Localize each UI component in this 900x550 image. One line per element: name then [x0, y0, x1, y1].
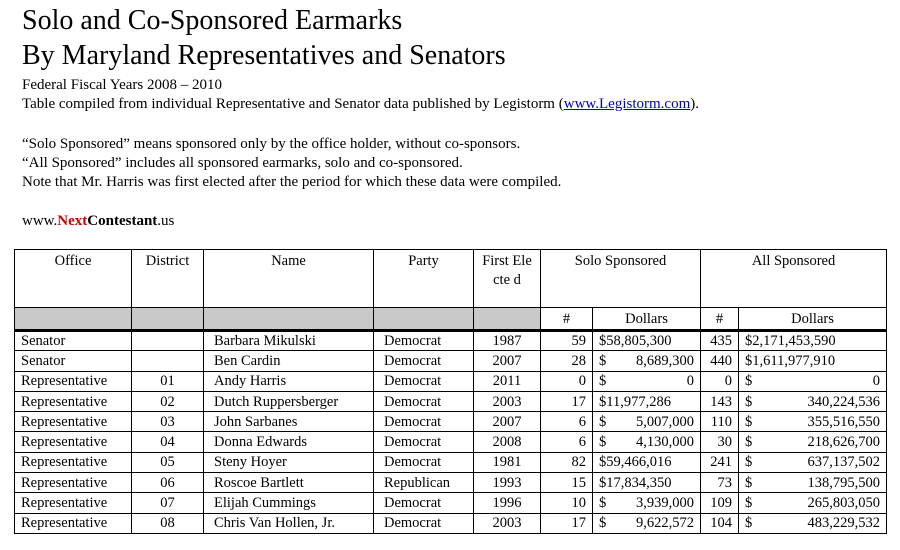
table-row — [15, 513, 887, 533]
cell-first-elected: 1987 — [474, 331, 541, 351]
source-prefix: Table compiled from individual Representative and Senator data published by Legistorm ( — [22, 96, 564, 112]
cell-solo-count: 6 — [541, 432, 593, 452]
cell-name: Roscoe Bartlett — [204, 473, 374, 493]
note-all: “All Sponsored” includes all sponsored earmarks, solo and co-sponsored. — [22, 155, 463, 171]
cell-first-elected: 2003 — [474, 513, 541, 533]
cell-name: Barbara Mikulski — [204, 331, 374, 351]
source-text — [22, 95, 699, 113]
cell-all-dollars: $ 0 — [739, 371, 887, 391]
cell-solo-count: 17 — [541, 513, 593, 533]
cell-all-count: 143 — [701, 391, 739, 411]
source-suffix: ). — [690, 96, 699, 112]
cell-party: Democrat — [374, 412, 474, 432]
cell-all-dollars: $ 355,516,550 — [739, 412, 887, 432]
table-row — [15, 371, 887, 391]
cell-party: Democrat — [374, 391, 474, 411]
cell-first-elected: 1981 — [474, 452, 541, 472]
table-row — [15, 351, 887, 371]
cell-party: Republican — [374, 473, 474, 493]
page-title-line2: By Maryland Representatives and Senators — [22, 40, 506, 71]
cell-all-dollars: $ 637,137,502 — [739, 452, 887, 472]
cell-party: Democrat — [374, 351, 474, 371]
cell-solo-dollars: $11,977,286 — [593, 391, 701, 411]
cell-all-count: 435 — [701, 331, 739, 351]
legistorm-link[interactable]: www.Legistorm.com — [563, 96, 691, 112]
cell-solo-dollars: $ 0 — [593, 371, 701, 391]
header-name: Name — [204, 250, 374, 308]
header-all-count: # — [701, 308, 739, 331]
cell-first-elected: 2007 — [474, 351, 541, 371]
cell-solo-count: 10 — [541, 493, 593, 513]
cell-district: 01 — [132, 371, 204, 391]
header-shade — [374, 308, 474, 331]
cell-solo-count: 17 — [541, 391, 593, 411]
cell-all-count: 109 — [701, 493, 739, 513]
site-bold-part: Contestant — [87, 213, 158, 229]
cell-office: Representative — [15, 513, 132, 533]
table-row — [15, 493, 887, 513]
cell-all-dollars: $ 483,229,532 — [739, 513, 887, 533]
cell-name: Steny Hoyer — [204, 452, 374, 472]
cell-office: Representative — [15, 412, 132, 432]
cell-district: 06 — [132, 473, 204, 493]
cell-district: 05 — [132, 452, 204, 472]
cell-solo-count: 0 — [541, 371, 593, 391]
cell-name: Donna Edwards — [204, 432, 374, 452]
cell-office: Representative — [15, 473, 132, 493]
cell-office: Senator — [15, 331, 132, 351]
cell-district: 02 — [132, 391, 204, 411]
earmarks-table — [14, 249, 887, 534]
cell-office: Representative — [15, 493, 132, 513]
cell-party: Democrat — [374, 513, 474, 533]
cell-district: 04 — [132, 432, 204, 452]
cell-first-elected: 2003 — [474, 391, 541, 411]
cell-all-count: 440 — [701, 351, 739, 371]
cell-name: Chris Van Hollen, Jr. — [204, 513, 374, 533]
table-row — [15, 331, 887, 351]
cell-office: Representative — [15, 391, 132, 411]
cell-district: 07 — [132, 493, 204, 513]
cell-solo-count: 28 — [541, 351, 593, 371]
site-red-part: Next — [57, 213, 88, 229]
cell-district — [132, 331, 204, 351]
cell-name: Ben Cardin — [204, 351, 374, 371]
cell-all-dollars: $1,611,977,910 — [739, 351, 887, 371]
site-url — [22, 212, 174, 230]
cell-all-count: 241 — [701, 452, 739, 472]
cell-name: Andy Harris — [204, 371, 374, 391]
cell-party: Democrat — [374, 331, 474, 351]
site-suffix: .us — [157, 213, 175, 229]
table-row — [15, 452, 887, 472]
cell-office: Representative — [15, 452, 132, 472]
cell-first-elected: 1996 — [474, 493, 541, 513]
table-row — [15, 391, 887, 411]
cell-first-elected: 1993 — [474, 473, 541, 493]
cell-name: John Sarbanes — [204, 412, 374, 432]
table-row — [15, 473, 887, 493]
cell-all-dollars: $2,171,453,590 — [739, 331, 887, 351]
header-shade — [15, 308, 132, 331]
header-shade — [132, 308, 204, 331]
cell-first-elected: 2008 — [474, 432, 541, 452]
cell-party: Democrat — [374, 371, 474, 391]
cell-party: Democrat — [374, 493, 474, 513]
cell-solo-dollars: $ 3,939,000 — [593, 493, 701, 513]
cell-all-count: 73 — [701, 473, 739, 493]
header-solo-sponsored: Solo Sponsored — [541, 250, 701, 308]
cell-first-elected: 2011 — [474, 371, 541, 391]
cell-all-count: 104 — [701, 513, 739, 533]
cell-name: Dutch Ruppersberger — [204, 391, 374, 411]
cell-all-dollars: $ 138,795,500 — [739, 473, 887, 493]
cell-all-count: 30 — [701, 432, 739, 452]
cell-solo-dollars: $ 4,130,000 — [593, 432, 701, 452]
cell-all-count: 110 — [701, 412, 739, 432]
cell-solo-dollars: $59,466,016 — [593, 452, 701, 472]
cell-all-dollars: $ 218,626,700 — [739, 432, 887, 452]
header-all-dollars: Dollars — [739, 308, 887, 331]
cell-office: Representative — [15, 371, 132, 391]
cell-solo-count: 82 — [541, 452, 593, 472]
table-row — [15, 412, 887, 432]
cell-solo-dollars: $17,834,350 — [593, 473, 701, 493]
site-prefix: www. — [22, 213, 58, 229]
header-shade — [474, 308, 541, 331]
cell-name: Elijah Cummings — [204, 493, 374, 513]
fiscal-years-text: Federal Fiscal Years 2008 – 2010 — [22, 77, 222, 93]
header-first-elected: First Electe d — [474, 250, 541, 308]
cell-all-dollars: $ 265,803,050 — [739, 493, 887, 513]
cell-party: Democrat — [374, 432, 474, 452]
cell-all-count: 0 — [701, 371, 739, 391]
cell-solo-dollars: $ 9,622,572 — [593, 513, 701, 533]
table-row — [15, 432, 887, 452]
cell-district: 08 — [132, 513, 204, 533]
cell-first-elected: 2007 — [474, 412, 541, 432]
cell-district — [132, 351, 204, 371]
cell-office: Representative — [15, 432, 132, 452]
header-district: District — [132, 250, 204, 308]
header-solo-count: # — [541, 308, 593, 331]
header-all-sponsored: All Sponsored — [701, 250, 887, 308]
cell-district: 03 — [132, 412, 204, 432]
cell-solo-count: 15 — [541, 473, 593, 493]
cell-solo-dollars: $58,805,300 — [593, 331, 701, 351]
cell-party: Democrat — [374, 452, 474, 472]
cell-solo-count: 6 — [541, 412, 593, 432]
note-harris: Note that Mr. Harris was first elected after the period for which these data were compiled. — [22, 174, 562, 190]
page-title-line1: Solo and Co-Sponsored Earmarks — [22, 5, 403, 36]
cell-all-dollars: $ 340,224,536 — [739, 391, 887, 411]
note-solo: “Solo Sponsored” means sponsored only by the office holder, without co-sponsors. — [22, 136, 521, 152]
cell-solo-dollars: $ 5,007,000 — [593, 412, 701, 432]
header-shade — [204, 308, 374, 331]
header-solo-dollars: Dollars — [593, 308, 701, 331]
cell-solo-count: 59 — [541, 331, 593, 351]
cell-solo-dollars: $ 8,689,300 — [593, 351, 701, 371]
header-party: Party — [374, 250, 474, 308]
cell-office: Senator — [15, 351, 132, 371]
header-office: Office — [15, 250, 132, 308]
